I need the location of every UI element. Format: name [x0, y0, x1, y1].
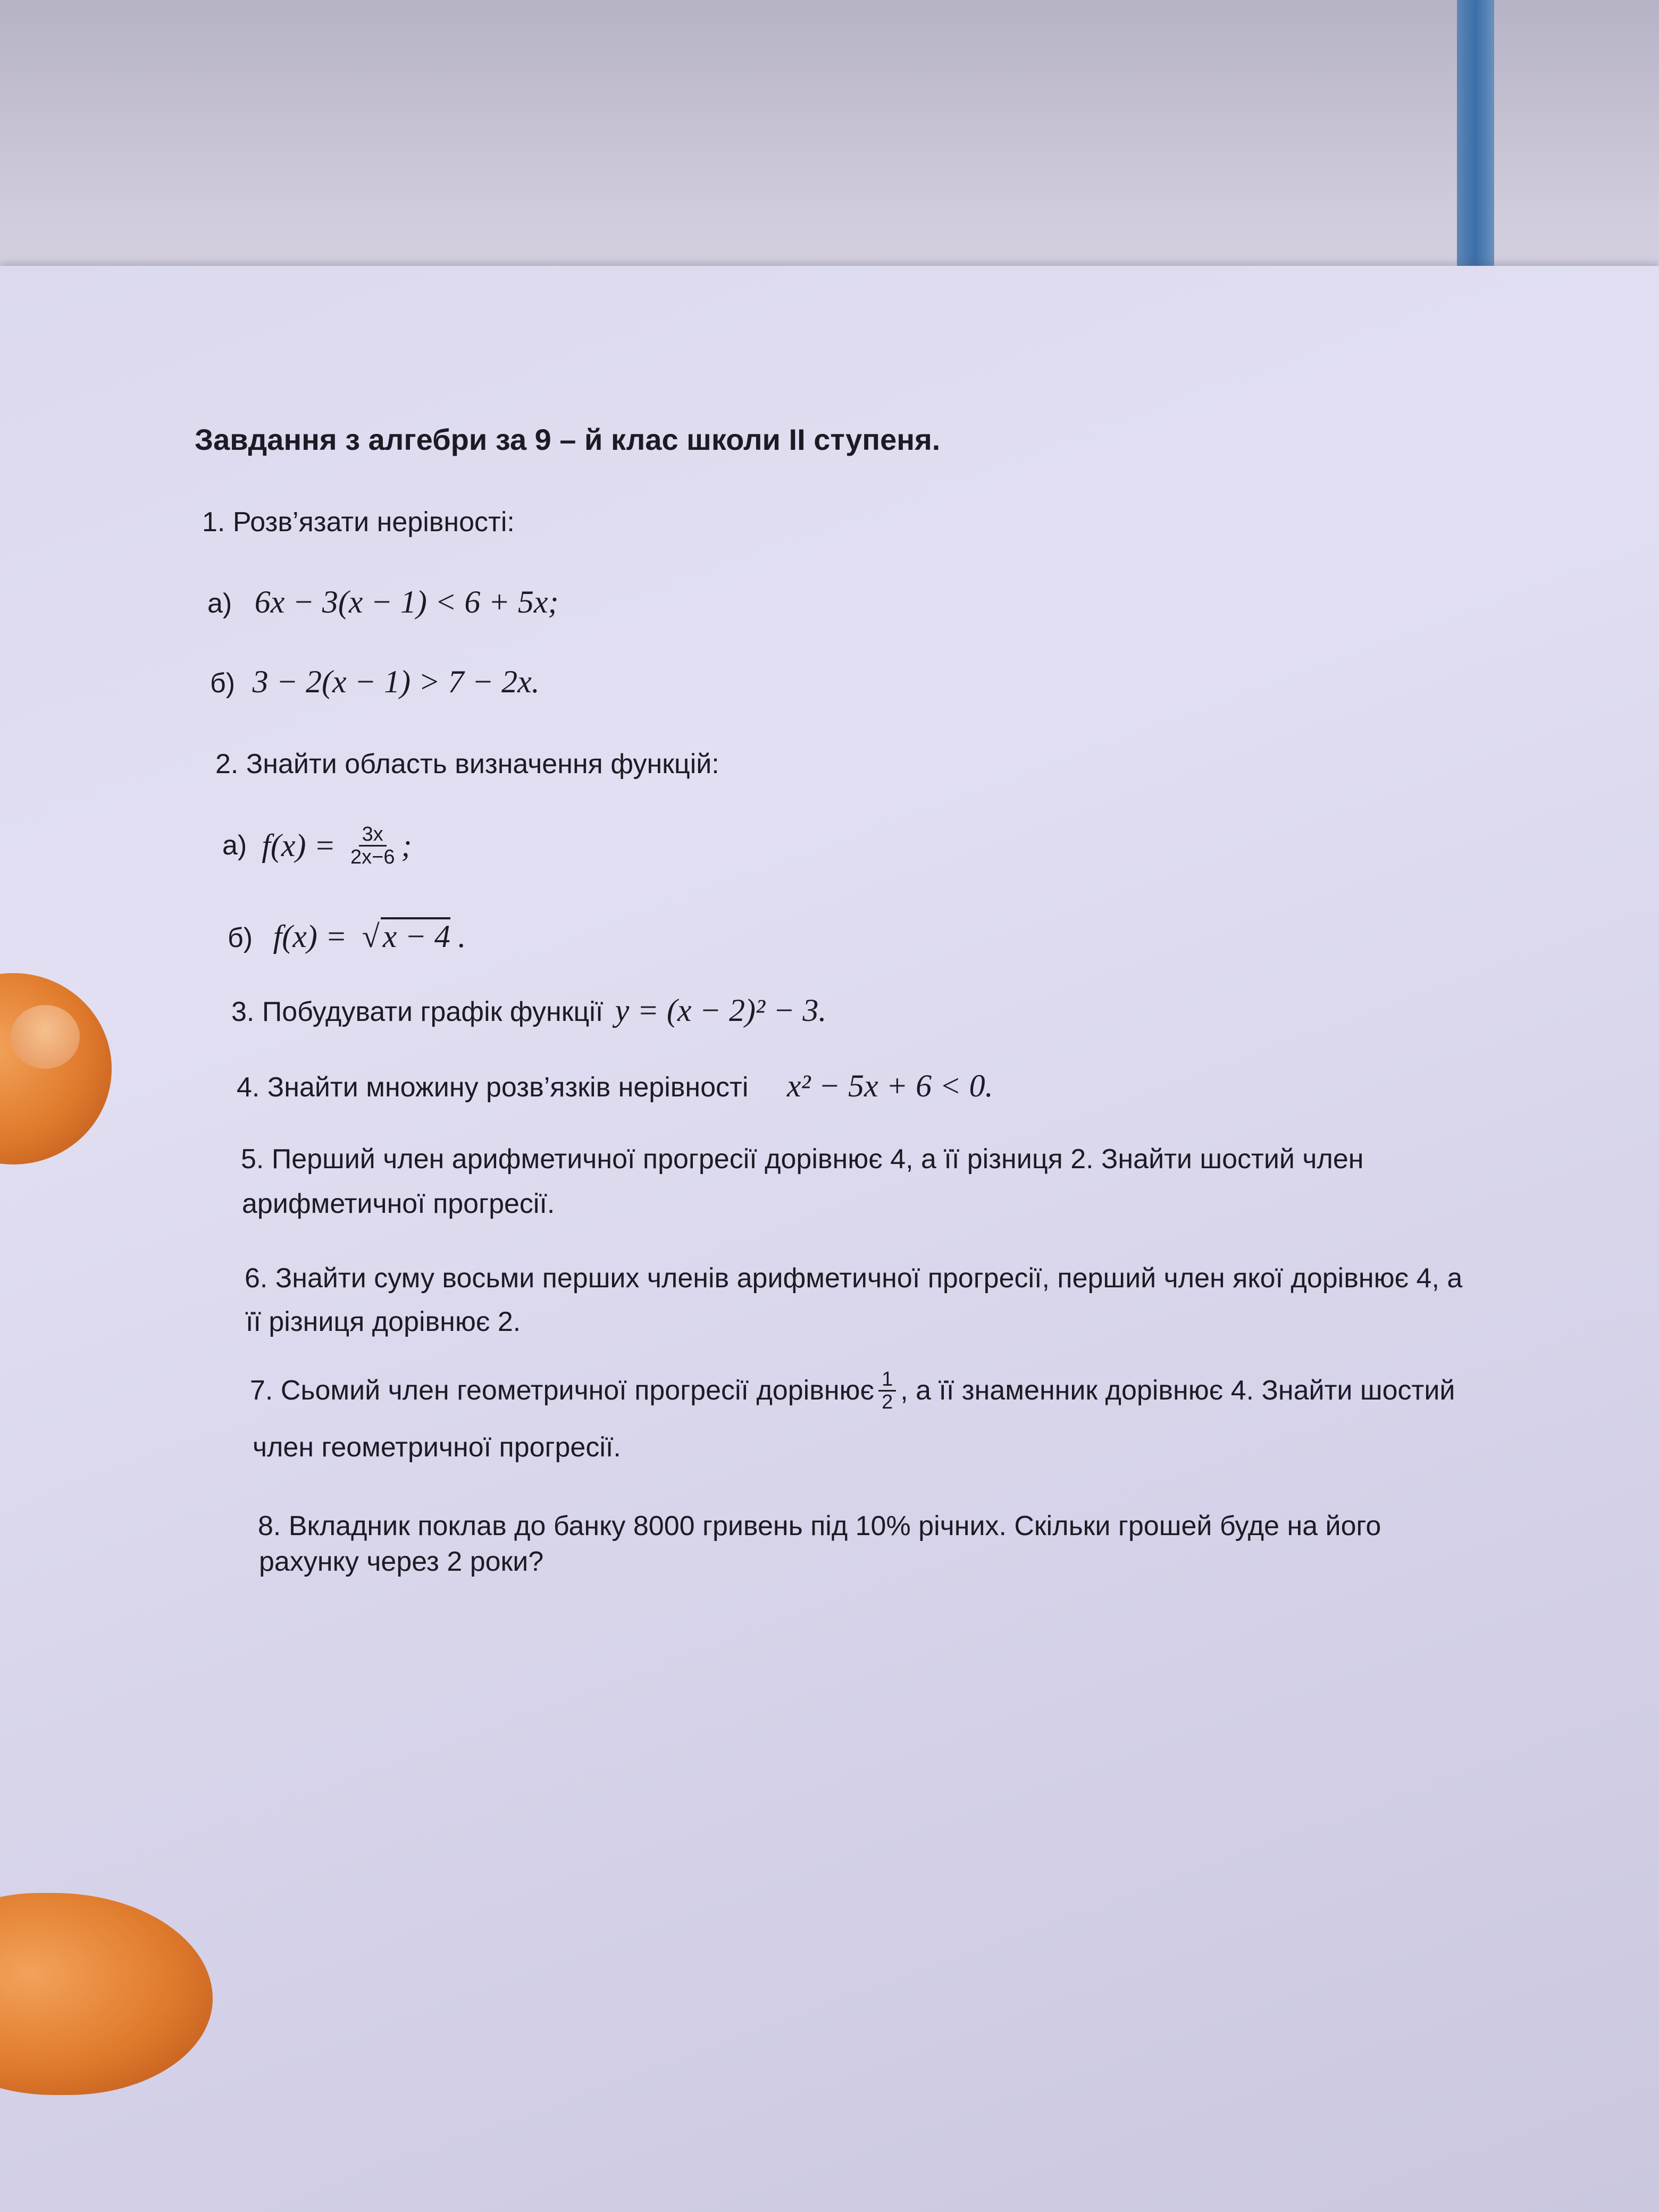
task2-a-fraction: [347, 824, 398, 868]
task7-denominator: 2: [882, 1390, 893, 1413]
task1-a: [207, 585, 559, 621]
task2-a-numerator: 3x: [359, 824, 387, 847]
task1-b-label: б): [210, 668, 236, 699]
task4-expr: x² − 5x + 6 < 0.: [786, 1068, 993, 1103]
task2-b-sqrt: [362, 919, 450, 954]
task1-heading: 1. Розв’язати нерівності:: [202, 507, 515, 538]
task2-b-label: б): [228, 923, 253, 953]
task1-b-expr: 3 − 2(x − 1) > 7 − 2x.: [252, 664, 540, 699]
task1-a-expr: 6x − 3(x − 1) < 6 + 5x;: [254, 584, 559, 619]
task3: [231, 993, 826, 1029]
task4-text: 4. Знайти множину розв’язків нерівності: [237, 1072, 749, 1103]
document-title: Завдання з алгебри за 9 – й клас школи II ступеня.: [195, 423, 941, 456]
task2-b: [228, 917, 466, 955]
task7-text-post: , а її знаменник дорівнює 4. Знайти шостий: [900, 1375, 1455, 1406]
task2-a-label: а): [222, 830, 247, 861]
task8-line2: рахунку через 2 роки?: [259, 1546, 544, 1577]
task1-b: [210, 665, 540, 700]
task1-a-label: а): [207, 588, 232, 619]
task6-line2: її різниця дорівнює 2.: [246, 1306, 521, 1337]
task5-line1: 5. Перший член арифметичної прогресії дорівнює 4, а її різниця 2. Знайти шостий член: [241, 1144, 1364, 1175]
task7-fraction: [878, 1369, 896, 1413]
task2-a-denominator: 2x−6: [350, 845, 395, 868]
task8-line1: 8. Вкладник поклав до банку 8000 гривень під 10% річних. Скільки грошей буде на його: [258, 1511, 1381, 1541]
task3-text: 3. Побудувати графік функції: [231, 996, 604, 1027]
task3-expr: y = (x − 2)² − 3.: [615, 993, 827, 1028]
task5-line2: арифметичної прогресії.: [242, 1188, 555, 1219]
task7-line1: [250, 1364, 1455, 1417]
task7-line2: член геометричної прогресії.: [253, 1432, 621, 1463]
task2-b-end: .: [458, 919, 466, 954]
task2-a-lhs: f(x) =: [262, 828, 336, 863]
task2-a-end: ;: [401, 828, 412, 863]
task2-b-radicand: x − 4: [381, 917, 450, 953]
task7-text-pre: 7. Сьомий член геометричної прогресії дорівнює: [250, 1375, 875, 1406]
task7-numerator: 1: [878, 1369, 896, 1392]
task4: [237, 1069, 993, 1104]
task2-heading: 2. Знайти область визначення функцій:: [215, 749, 719, 780]
fingernail: [11, 1005, 80, 1069]
sqrt-icon: √: [362, 919, 380, 954]
task2-b-lhs: f(x) =: [273, 919, 347, 954]
task2-a: [222, 822, 412, 869]
task6-line1: 6. Знайти суму восьми перших членів арифметичної прогресії, перший член якої дорівнює 4, а: [245, 1263, 1463, 1294]
